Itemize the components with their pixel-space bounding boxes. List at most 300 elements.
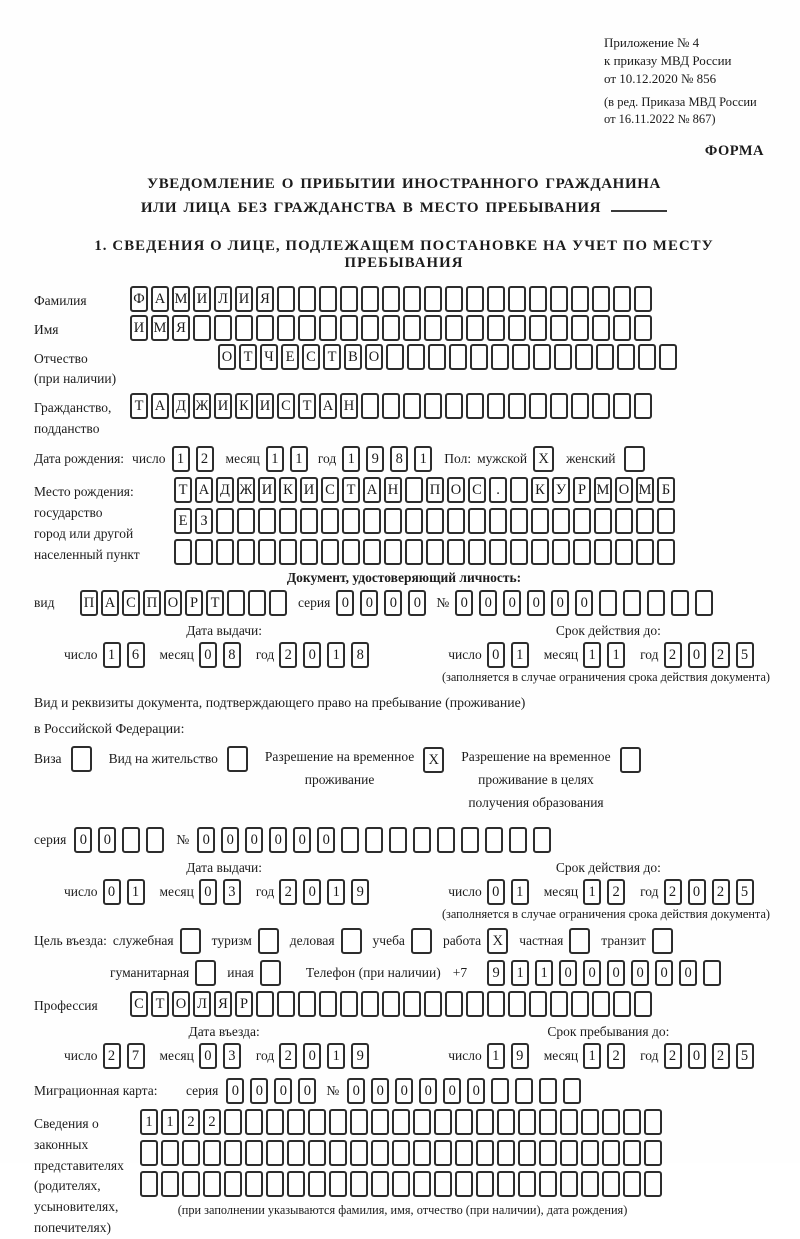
char-cell[interactable] xyxy=(308,1171,326,1197)
char-cell[interactable] xyxy=(573,508,591,534)
char-cell[interactable]: О xyxy=(615,477,633,503)
char-cell[interactable] xyxy=(258,508,276,534)
char-cell[interactable]: И xyxy=(193,286,211,312)
char-cell[interactable]: 0 xyxy=(408,590,426,616)
char-cell[interactable] xyxy=(235,315,253,341)
purpose-business-checkbox[interactable] xyxy=(341,928,362,954)
char-cell[interactable]: 2 xyxy=(712,879,730,905)
char-cell[interactable]: 5 xyxy=(736,1043,754,1069)
char-cell[interactable]: Б xyxy=(657,477,675,503)
char-cell[interactable] xyxy=(182,1140,200,1166)
char-cell[interactable]: 0 xyxy=(347,1078,365,1104)
char-cell[interactable] xyxy=(581,1109,599,1135)
char-cell[interactable] xyxy=(470,344,488,370)
char-cell[interactable] xyxy=(269,590,287,616)
char-cell[interactable]: 1 xyxy=(327,1043,345,1069)
char-cell[interactable] xyxy=(476,1171,494,1197)
char-cell[interactable] xyxy=(636,508,654,534)
char-cell[interactable] xyxy=(529,315,547,341)
char-cell[interactable]: 0 xyxy=(103,879,121,905)
char-cell[interactable] xyxy=(342,539,360,565)
char-cell[interactable] xyxy=(214,315,232,341)
char-cell[interactable] xyxy=(361,315,379,341)
char-cell[interactable]: Р xyxy=(185,590,203,616)
char-cell[interactable] xyxy=(468,539,486,565)
char-cell[interactable] xyxy=(487,393,505,419)
char-cell[interactable]: 2 xyxy=(607,1043,625,1069)
char-cell[interactable]: 2 xyxy=(279,1043,297,1069)
char-cell[interactable] xyxy=(554,344,572,370)
char-cell[interactable] xyxy=(695,590,713,616)
char-cell[interactable]: 0 xyxy=(559,960,577,986)
char-cell[interactable] xyxy=(298,315,316,341)
char-cell[interactable] xyxy=(560,1140,578,1166)
char-cell[interactable]: К xyxy=(235,393,253,419)
char-cell[interactable] xyxy=(371,1109,389,1135)
char-cell[interactable]: 1 xyxy=(342,446,360,472)
char-cell[interactable] xyxy=(617,344,635,370)
char-cell[interactable]: 0 xyxy=(503,590,521,616)
char-cell[interactable] xyxy=(518,1109,536,1135)
char-cell[interactable]: Т xyxy=(342,477,360,503)
char-cell[interactable]: Р xyxy=(573,477,591,503)
char-cell[interactable]: Ф xyxy=(130,286,148,312)
char-cell[interactable]: 0 xyxy=(443,1078,461,1104)
char-cell[interactable] xyxy=(571,991,589,1017)
char-cell[interactable] xyxy=(539,1171,557,1197)
char-cell[interactable]: О xyxy=(172,991,190,1017)
char-cell[interactable] xyxy=(122,827,140,853)
char-cell[interactable]: 1 xyxy=(140,1109,158,1135)
purpose-work-checkbox[interactable]: X xyxy=(487,928,508,954)
char-cell[interactable]: З xyxy=(195,508,213,534)
char-cell[interactable] xyxy=(279,508,297,534)
char-cell[interactable]: 9 xyxy=(366,446,384,472)
char-cell[interactable] xyxy=(466,393,484,419)
char-cell[interactable] xyxy=(550,315,568,341)
purpose-transit-checkbox[interactable] xyxy=(652,928,673,954)
char-cell[interactable]: В xyxy=(344,344,362,370)
char-cell[interactable]: С xyxy=(122,590,140,616)
char-cell[interactable]: П xyxy=(143,590,161,616)
char-cell[interactable]: 2 xyxy=(103,1043,121,1069)
char-cell[interactable] xyxy=(599,590,617,616)
char-cell[interactable] xyxy=(426,508,444,534)
char-cell[interactable]: 0 xyxy=(360,590,378,616)
char-cell[interactable] xyxy=(224,1140,242,1166)
char-cell[interactable] xyxy=(371,1171,389,1197)
char-cell[interactable] xyxy=(508,286,526,312)
char-cell[interactable] xyxy=(340,991,358,1017)
char-cell[interactable]: 1 xyxy=(266,446,284,472)
char-cell[interactable]: П xyxy=(80,590,98,616)
char-cell[interactable] xyxy=(329,1171,347,1197)
char-cell[interactable]: 9 xyxy=(351,879,369,905)
char-cell[interactable]: 0 xyxy=(688,642,706,668)
char-cell[interactable] xyxy=(287,1171,305,1197)
char-cell[interactable] xyxy=(248,590,266,616)
char-cell[interactable]: 0 xyxy=(631,960,649,986)
char-cell[interactable] xyxy=(298,991,316,1017)
char-cell[interactable]: 0 xyxy=(336,590,354,616)
char-cell[interactable] xyxy=(594,539,612,565)
char-cell[interactable] xyxy=(592,393,610,419)
char-cell[interactable]: А xyxy=(101,590,119,616)
char-cell[interactable]: И xyxy=(300,477,318,503)
purpose-official-checkbox[interactable] xyxy=(180,928,201,954)
char-cell[interactable] xyxy=(623,1171,641,1197)
char-cell[interactable]: 0 xyxy=(303,642,321,668)
char-cell[interactable]: Т xyxy=(174,477,192,503)
char-cell[interactable]: 1 xyxy=(535,960,553,986)
char-cell[interactable]: А xyxy=(195,477,213,503)
sex-female-checkbox[interactable] xyxy=(624,446,645,472)
char-cell[interactable]: Я xyxy=(256,286,274,312)
char-cell[interactable] xyxy=(389,827,407,853)
char-cell[interactable]: И xyxy=(258,477,276,503)
char-cell[interactable]: 1 xyxy=(511,879,529,905)
char-cell[interactable] xyxy=(703,960,721,986)
char-cell[interactable] xyxy=(319,315,337,341)
char-cell[interactable] xyxy=(489,508,507,534)
char-cell[interactable]: 0 xyxy=(303,879,321,905)
char-cell[interactable]: Н xyxy=(340,393,358,419)
char-cell[interactable]: О xyxy=(447,477,465,503)
char-cell[interactable] xyxy=(552,508,570,534)
char-cell[interactable] xyxy=(497,1109,515,1135)
char-cell[interactable] xyxy=(644,1140,662,1166)
char-cell[interactable]: О xyxy=(218,344,236,370)
char-cell[interactable]: 9 xyxy=(351,1043,369,1069)
char-cell[interactable] xyxy=(384,539,402,565)
char-cell[interactable] xyxy=(638,344,656,370)
char-cell[interactable]: 1 xyxy=(511,960,529,986)
char-cell[interactable] xyxy=(258,539,276,565)
char-cell[interactable] xyxy=(300,508,318,534)
char-cell[interactable] xyxy=(428,344,446,370)
char-cell[interactable] xyxy=(203,1140,221,1166)
char-cell[interactable] xyxy=(533,827,551,853)
char-cell[interactable] xyxy=(489,539,507,565)
char-cell[interactable] xyxy=(319,286,337,312)
char-cell[interactable]: 0 xyxy=(688,1043,706,1069)
char-cell[interactable]: 0 xyxy=(688,879,706,905)
char-cell[interactable] xyxy=(193,315,211,341)
char-cell[interactable] xyxy=(341,827,359,853)
char-cell[interactable]: 2 xyxy=(279,642,297,668)
char-cell[interactable]: 2 xyxy=(203,1109,221,1135)
char-cell[interactable]: А xyxy=(319,393,337,419)
purpose-humanitarian-checkbox[interactable] xyxy=(195,960,216,986)
char-cell[interactable] xyxy=(634,286,652,312)
char-cell[interactable] xyxy=(405,508,423,534)
char-cell[interactable] xyxy=(256,315,274,341)
char-cell[interactable] xyxy=(529,286,547,312)
char-cell[interactable]: М xyxy=(172,286,190,312)
char-cell[interactable]: 8 xyxy=(390,446,408,472)
char-cell[interactable] xyxy=(405,539,423,565)
char-cell[interactable] xyxy=(539,1109,557,1135)
char-cell[interactable]: С xyxy=(302,344,320,370)
char-cell[interactable] xyxy=(382,286,400,312)
char-cell[interactable] xyxy=(623,1109,641,1135)
char-cell[interactable]: 2 xyxy=(279,879,297,905)
char-cell[interactable] xyxy=(476,1140,494,1166)
purpose-tourism-checkbox[interactable] xyxy=(258,928,279,954)
char-cell[interactable] xyxy=(413,1109,431,1135)
char-cell[interactable] xyxy=(403,991,421,1017)
char-cell[interactable]: 3 xyxy=(223,1043,241,1069)
char-cell[interactable] xyxy=(466,286,484,312)
char-cell[interactable]: 2 xyxy=(196,446,214,472)
char-cell[interactable] xyxy=(216,539,234,565)
char-cell[interactable] xyxy=(434,1140,452,1166)
char-cell[interactable]: 6 xyxy=(127,642,145,668)
char-cell[interactable] xyxy=(382,315,400,341)
char-cell[interactable]: 0 xyxy=(250,1078,268,1104)
char-cell[interactable] xyxy=(623,590,641,616)
char-cell[interactable] xyxy=(491,1078,509,1104)
char-cell[interactable] xyxy=(361,393,379,419)
char-cell[interactable] xyxy=(613,286,631,312)
char-cell[interactable] xyxy=(487,286,505,312)
char-cell[interactable]: 9 xyxy=(511,1043,529,1069)
char-cell[interactable]: А xyxy=(151,286,169,312)
char-cell[interactable] xyxy=(468,508,486,534)
char-cell[interactable] xyxy=(227,590,245,616)
char-cell[interactable] xyxy=(455,1140,473,1166)
char-cell[interactable]: И xyxy=(130,315,148,341)
char-cell[interactable] xyxy=(146,827,164,853)
char-cell[interactable]: 3 xyxy=(223,879,241,905)
char-cell[interactable] xyxy=(550,393,568,419)
char-cell[interactable] xyxy=(592,286,610,312)
char-cell[interactable] xyxy=(277,315,295,341)
char-cell[interactable] xyxy=(174,539,192,565)
char-cell[interactable]: М xyxy=(151,315,169,341)
char-cell[interactable] xyxy=(636,539,654,565)
char-cell[interactable] xyxy=(382,393,400,419)
char-cell[interactable]: 0 xyxy=(98,827,116,853)
char-cell[interactable]: 0 xyxy=(583,960,601,986)
char-cell[interactable] xyxy=(592,991,610,1017)
sex-male-checkbox[interactable]: X xyxy=(533,446,554,472)
char-cell[interactable] xyxy=(340,315,358,341)
char-cell[interactable] xyxy=(279,539,297,565)
char-cell[interactable]: И xyxy=(235,286,253,312)
char-cell[interactable] xyxy=(321,508,339,534)
char-cell[interactable]: Д xyxy=(216,477,234,503)
char-cell[interactable] xyxy=(571,286,589,312)
char-cell[interactable]: 1 xyxy=(583,879,601,905)
char-cell[interactable] xyxy=(466,315,484,341)
char-cell[interactable] xyxy=(403,315,421,341)
char-cell[interactable] xyxy=(602,1109,620,1135)
char-cell[interactable] xyxy=(596,344,614,370)
char-cell[interactable]: 1 xyxy=(161,1109,179,1135)
purpose-private-checkbox[interactable] xyxy=(569,928,590,954)
char-cell[interactable]: 0 xyxy=(199,879,217,905)
char-cell[interactable]: К xyxy=(279,477,297,503)
char-cell[interactable] xyxy=(413,827,431,853)
char-cell[interactable]: 1 xyxy=(327,879,345,905)
char-cell[interactable]: 0 xyxy=(551,590,569,616)
char-cell[interactable] xyxy=(363,508,381,534)
char-cell[interactable] xyxy=(671,590,689,616)
char-cell[interactable] xyxy=(161,1140,179,1166)
char-cell[interactable] xyxy=(350,1109,368,1135)
char-cell[interactable]: 1 xyxy=(290,446,308,472)
char-cell[interactable]: К xyxy=(531,477,549,503)
char-cell[interactable]: 8 xyxy=(223,642,241,668)
char-cell[interactable] xyxy=(195,539,213,565)
char-cell[interactable] xyxy=(466,991,484,1017)
char-cell[interactable] xyxy=(361,991,379,1017)
char-cell[interactable]: Л xyxy=(193,991,211,1017)
char-cell[interactable]: 0 xyxy=(221,827,239,853)
char-cell[interactable]: 0 xyxy=(199,642,217,668)
char-cell[interactable]: 7 xyxy=(127,1043,145,1069)
char-cell[interactable]: 0 xyxy=(74,827,92,853)
char-cell[interactable] xyxy=(613,393,631,419)
char-cell[interactable] xyxy=(592,315,610,341)
char-cell[interactable]: 0 xyxy=(303,1043,321,1069)
char-cell[interactable] xyxy=(437,827,455,853)
char-cell[interactable] xyxy=(424,991,442,1017)
char-cell[interactable] xyxy=(510,477,528,503)
char-cell[interactable]: 0 xyxy=(419,1078,437,1104)
char-cell[interactable] xyxy=(287,1109,305,1135)
char-cell[interactable] xyxy=(403,393,421,419)
char-cell[interactable] xyxy=(382,991,400,1017)
char-cell[interactable]: 0 xyxy=(371,1078,389,1104)
char-cell[interactable]: 2 xyxy=(664,642,682,668)
char-cell[interactable]: Ж xyxy=(237,477,255,503)
char-cell[interactable] xyxy=(644,1171,662,1197)
char-cell[interactable]: Р xyxy=(235,991,253,1017)
char-cell[interactable]: 0 xyxy=(317,827,335,853)
char-cell[interactable] xyxy=(497,1171,515,1197)
char-cell[interactable] xyxy=(657,539,675,565)
char-cell[interactable] xyxy=(308,1140,326,1166)
char-cell[interactable] xyxy=(657,508,675,534)
char-cell[interactable] xyxy=(266,1140,284,1166)
char-cell[interactable] xyxy=(485,827,503,853)
char-cell[interactable] xyxy=(573,539,591,565)
char-cell[interactable] xyxy=(510,539,528,565)
char-cell[interactable] xyxy=(560,1109,578,1135)
char-cell[interactable] xyxy=(510,508,528,534)
char-cell[interactable]: 2 xyxy=(712,1043,730,1069)
char-cell[interactable]: Н xyxy=(384,477,402,503)
char-cell[interactable]: Т xyxy=(206,590,224,616)
char-cell[interactable] xyxy=(461,827,479,853)
char-cell[interactable] xyxy=(329,1109,347,1135)
char-cell[interactable] xyxy=(392,1140,410,1166)
char-cell[interactable] xyxy=(563,1078,581,1104)
char-cell[interactable] xyxy=(550,286,568,312)
char-cell[interactable]: Т xyxy=(298,393,316,419)
char-cell[interactable] xyxy=(342,508,360,534)
char-cell[interactable]: Т xyxy=(151,991,169,1017)
char-cell[interactable] xyxy=(384,508,402,534)
char-cell[interactable] xyxy=(512,344,530,370)
char-cell[interactable] xyxy=(508,991,526,1017)
char-cell[interactable]: 0 xyxy=(274,1078,292,1104)
char-cell[interactable]: 1 xyxy=(327,642,345,668)
char-cell[interactable]: И xyxy=(214,393,232,419)
char-cell[interactable] xyxy=(298,286,316,312)
char-cell[interactable]: 1 xyxy=(607,642,625,668)
char-cell[interactable] xyxy=(508,315,526,341)
char-cell[interactable]: 0 xyxy=(575,590,593,616)
char-cell[interactable] xyxy=(386,344,404,370)
char-cell[interactable] xyxy=(182,1171,200,1197)
char-cell[interactable]: Я xyxy=(214,991,232,1017)
char-cell[interactable]: 1 xyxy=(172,446,190,472)
char-cell[interactable] xyxy=(531,539,549,565)
char-cell[interactable]: С xyxy=(468,477,486,503)
char-cell[interactable] xyxy=(571,393,589,419)
char-cell[interactable] xyxy=(634,393,652,419)
char-cell[interactable] xyxy=(445,991,463,1017)
char-cell[interactable] xyxy=(602,1171,620,1197)
char-cell[interactable] xyxy=(329,1140,347,1166)
residence-permit-checkbox[interactable] xyxy=(227,746,248,772)
char-cell[interactable]: 9 xyxy=(487,960,505,986)
char-cell[interactable]: 2 xyxy=(712,642,730,668)
char-cell[interactable] xyxy=(594,508,612,534)
char-cell[interactable] xyxy=(392,1109,410,1135)
temp-residence-permit-education-checkbox[interactable] xyxy=(620,747,641,773)
char-cell[interactable] xyxy=(634,315,652,341)
char-cell[interactable] xyxy=(497,1140,515,1166)
char-cell[interactable]: С xyxy=(130,991,148,1017)
char-cell[interactable]: Л xyxy=(214,286,232,312)
char-cell[interactable] xyxy=(581,1140,599,1166)
char-cell[interactable]: А xyxy=(151,393,169,419)
char-cell[interactable] xyxy=(371,1140,389,1166)
char-cell[interactable]: 0 xyxy=(487,879,505,905)
char-cell[interactable] xyxy=(447,539,465,565)
char-cell[interactable] xyxy=(237,539,255,565)
char-cell[interactable] xyxy=(533,344,551,370)
char-cell[interactable] xyxy=(405,477,423,503)
char-cell[interactable]: 1 xyxy=(487,1043,505,1069)
char-cell[interactable]: 0 xyxy=(293,827,311,853)
char-cell[interactable] xyxy=(224,1109,242,1135)
char-cell[interactable]: О xyxy=(365,344,383,370)
char-cell[interactable]: 0 xyxy=(679,960,697,986)
char-cell[interactable] xyxy=(245,1109,263,1135)
char-cell[interactable] xyxy=(224,1171,242,1197)
char-cell[interactable]: 5 xyxy=(736,879,754,905)
purpose-other-checkbox[interactable] xyxy=(260,960,281,986)
char-cell[interactable]: 1 xyxy=(414,446,432,472)
char-cell[interactable]: Т xyxy=(130,393,148,419)
char-cell[interactable] xyxy=(575,344,593,370)
char-cell[interactable] xyxy=(403,286,421,312)
char-cell[interactable] xyxy=(237,508,255,534)
char-cell[interactable] xyxy=(560,1171,578,1197)
char-cell[interactable] xyxy=(140,1140,158,1166)
char-cell[interactable]: 0 xyxy=(455,590,473,616)
char-cell[interactable]: 5 xyxy=(736,642,754,668)
char-cell[interactable]: 1 xyxy=(511,642,529,668)
char-cell[interactable] xyxy=(363,539,381,565)
char-cell[interactable] xyxy=(407,344,425,370)
char-cell[interactable]: Ч xyxy=(260,344,278,370)
